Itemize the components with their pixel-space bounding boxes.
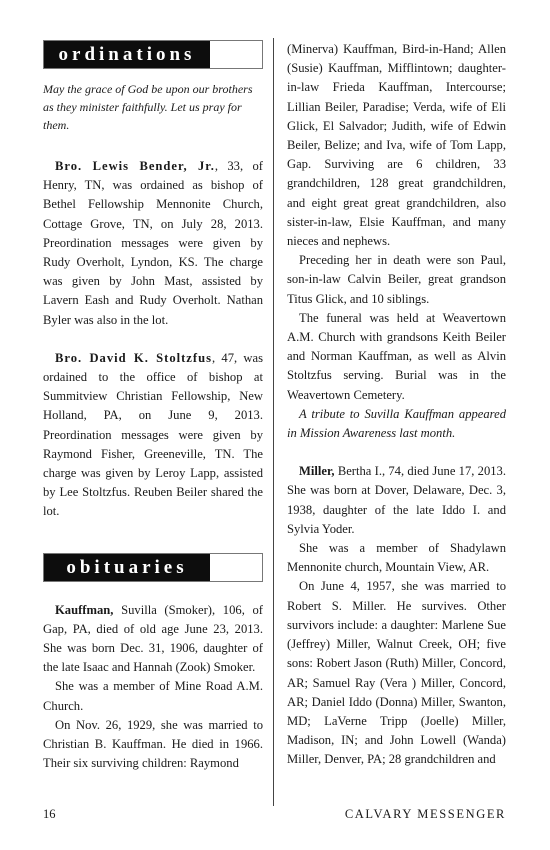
column-divider <box>273 38 274 806</box>
obituary-paragraph: She was a member of Shadylawn Mennonite church, Mountain View, AR. <box>287 541 506 575</box>
obituaries-heading: obituaries <box>44 554 210 581</box>
obituary-paragraph: She was a member of Mine Road A.M. Church. <box>43 679 263 713</box>
ordinations-heading: ordinations <box>44 41 210 68</box>
obituary-kauffman: Kauffman, Suvilla (Smoker), 106, of Gap, PA, died of old age June 23, 2013. She was born Dec. 31, 1906, daughter of the late Isaac and Hannah (Zook) Smoker. <box>43 602 263 675</box>
obituary-paragraph-continued: On Nov. 26, 1929, she was married to Christian B. Kauffman. He died in 1966. Their six surviving children: Raymond <box>43 717 263 771</box>
ordination-entry <box>43 349 263 522</box>
obituary-name: Kauffman, <box>55 602 114 617</box>
publication-name: CALVARY MESSENGER <box>344 807 506 821</box>
ordination-name: Bro. David K. Stoltzfus <box>55 350 212 365</box>
obituary-paragraph: Preceding her in death were son Paul, son-in-law Calvin Beiler, great grandson Titus Glick, and 10 siblings. <box>287 253 506 306</box>
left-column <box>43 40 263 773</box>
ordination-entry <box>43 157 263 330</box>
right-column <box>287 40 506 770</box>
ordinations-intro: May the grace of God be upon our brothers as they minister faithfully. Let us pray for them. <box>43 82 253 132</box>
page-number: 16 <box>43 807 56 821</box>
obituary-name: Miller, <box>299 464 335 479</box>
tribute-note: A tribute to Suvilla Kauffman appeared in Mission Awareness last month. <box>287 406 506 441</box>
obituary-paragraph: The funeral was held at Weavertown A.M. Church with grandsons Keith Beiler and Norman Kauffman, as well as Alvin Stoltzfus serving. Burial was in the Weavertown Cemetery. <box>287 310 506 402</box>
ordination-text: , 33, of Henry, TN, was ordained as bishop of Bethel Fellowship Mennonite Church, Cottage Grove, TN, on July 28, 2013. Preordination messages were given by Rudy Overholt, Lyndon, KS. The charge was given by John Mast, assisted by Lavern Eash and Rudy Overholt. Nathan Byler was also in the lot. <box>43 159 263 327</box>
obituaries-banner <box>43 553 263 582</box>
ordination-text: , 47, was ordained to the office of bishop at Summitview Christian Fellowship, New Holland, PA, on June 9, 2013. Preordination messages were given by Raymond Fisher, Greeneville, TN. The charge was given by Leroy Lapp, assisted by Lee Stoltzfus. Reuben Beiler shared the lot. <box>43 350 263 519</box>
ordinations-banner <box>43 40 263 69</box>
ordination-name: Bro. Lewis Bender, Jr. <box>55 159 215 173</box>
obituary-paragraph-continuation: (Minerva) Kauffman, Bird-in-Hand; Allen (Susie) Kauffman, Mifflintown; daughter-in-law Frieda Kauffman, Intercourse; Lillian Beiler, Paradise; Verda, wife of Eli Glick, El Salvador; Judith, wife of Edwin Beiler, Belize; and Iva, wife of Tom Lapp, Gap. Surviving are 6 children, 33 grandchildren, 128 great grandchildren, and eight great great grandchildren, also sister-in-law, Elsie Kauffman, and many nieces and nephews. <box>287 42 506 249</box>
obituary-paragraph: On June 4, 1957, she was married to Robert S. Miller. He survives. Other survivors include: a daughter: Marlene Sue (Jeffrey) Miller, Walnut Creek, OH; five sons: Robert Jason (Ruth) Miller, Concord, AR; Samuel Ray (Vera ) Miller, Concord, AR; Daniel Iddo (Donna) Miller, Swanton, MD; LaVerne Tripp (Joelle) Miller, Madison, IN; and John Lowell (Wanda) Miller, Denver, PA; 28 grandchildren and <box>287 579 506 767</box>
obituary-miller: Miller, Bertha I., 74, died June 17, 2013. She was born at Dover, Delaware, Dec. 3, 1938, daughter of the late Iddo I. and Sylvia Yoder. <box>287 464 506 536</box>
